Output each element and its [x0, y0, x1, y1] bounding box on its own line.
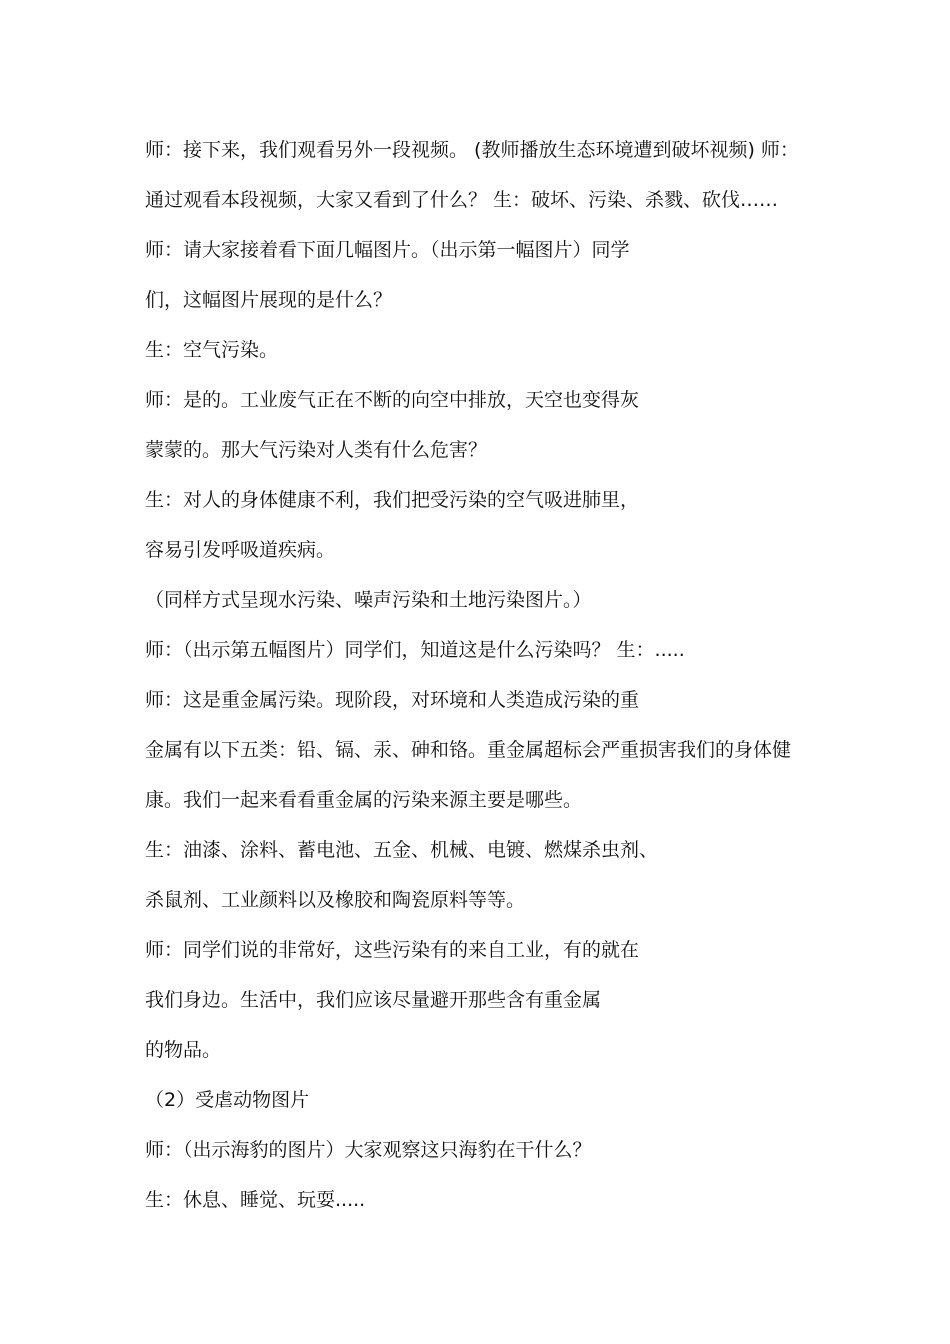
text-line-7: 蒙蒙的。那大气污染对人类有什么危害？	[145, 439, 488, 461]
text-line-19: 的物品。	[145, 1039, 222, 1061]
text-line-11: 师：（出示第五幅图片）同学们，知道这是什么污染吗？ 生：.....	[145, 639, 685, 661]
text-line-1: 师：接下来，我们观看另外一段视频。 (教师播放生态环境遭到破坏视频) 师：	[145, 139, 799, 161]
text-line-20: （2）受虐动物图片	[145, 1089, 310, 1111]
text-line-8: 生：对人的身体健康不利，我们把受污染的空气吸进肺里，	[145, 489, 640, 511]
text-line-18: 我们身边。生活中，我们应该尽量避开那些含有重金属	[145, 989, 602, 1011]
text-line-22: 生：休息、睡觉、玩耍.....	[145, 1189, 366, 1211]
text-line-14: 康。我们一起来看看重金属的污染来源主要是哪些。	[145, 789, 583, 811]
text-line-13: 金属有以下五类：铅、镉、汞、砷和铬。重金属超标会严重损害我们的身体健	[145, 739, 792, 761]
text-line-15: 生：油漆、涂料、蓄电池、五金、机械、电镀、燃煤杀虫剂、	[145, 839, 659, 861]
text-line-10: （同样方式呈现水污染、噪声污染和土地污染图片。）	[145, 589, 592, 611]
text-line-9: 容易引发呼吸道疾病。	[145, 539, 336, 561]
text-line-21: 师：（出示海豹的图片）大家观察这只海豹在干什么？	[145, 1139, 592, 1161]
text-line-3: 师：请大家接着看下面几幅图片。（出示第一幅图片）同学	[145, 239, 630, 261]
text-line-16: 杀鼠剂、工业颜料以及橡胶和陶瓷原料等等。	[145, 889, 526, 911]
text-line-6: 师：是的。工业废气正在不断的向空中排放，天空也变得灰	[145, 389, 640, 411]
text-line-17: 师：同学们说的非常好，这些污染有的来自工业，有的就在	[145, 939, 640, 961]
text-line-12: 师：这是重金属污染。现阶段，对环境和人类造成污染的重	[145, 689, 640, 711]
text-line-4: 们，这幅图片展现的是什么？	[145, 289, 393, 311]
text-line-2: 通过观看本段视频，大家又看到了什么？ 生：破坏、污染、杀戮、砍伐……	[145, 189, 779, 211]
text-line-5: 生：空气污染。	[145, 339, 279, 361]
